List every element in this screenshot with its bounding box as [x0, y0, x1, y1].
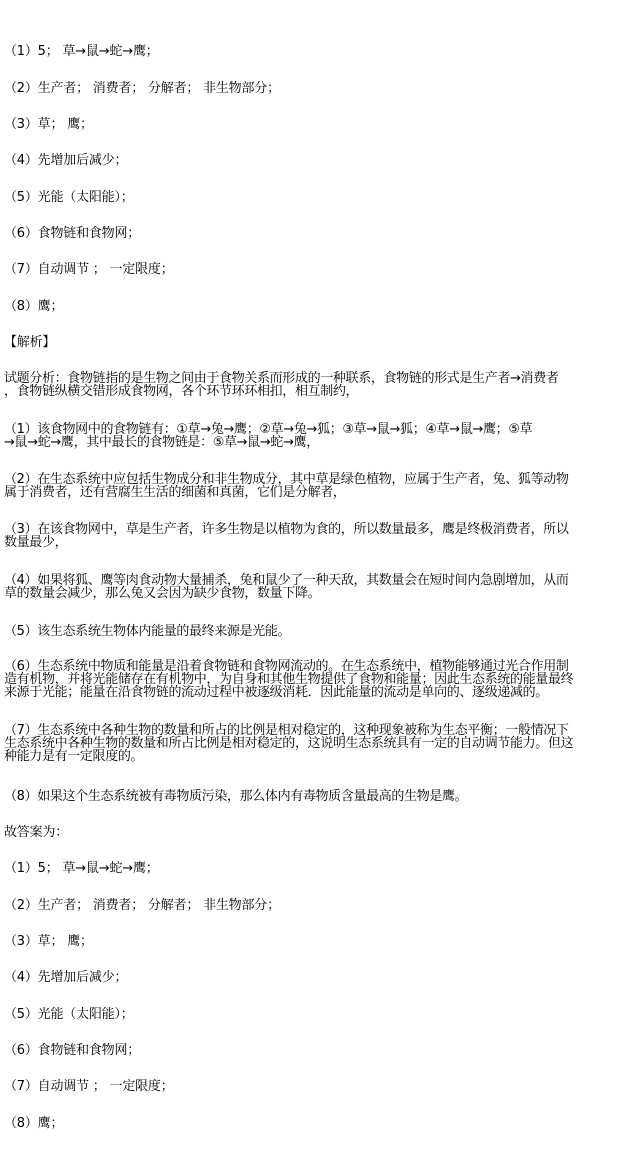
final-answer-1: （1）5； 草→鼠→蛇→鹰； — [4, 861, 159, 876]
answer-2: （2）生产者； 消费者； 分解者； 非生物部分； — [4, 81, 280, 96]
analysis-paragraph-2 — [4, 473, 628, 499]
final-answer-8: （8）鹰； — [4, 1116, 64, 1131]
conclusion-label: 故答案为： — [4, 825, 69, 840]
answer-7: （7）自动调节 ； 一定限度； — [4, 262, 174, 277]
answer-8: （8）鹰； — [4, 299, 64, 314]
analysis-paragraph-line: （7）生态系统中各种生物的数量和所占的比例是相对稳定的，这种现象被称为生态平衡；一般情况下 — [4, 723, 569, 738]
analysis-paragraph-line: 数量最少， — [4, 535, 68, 550]
final-answer-7: （7）自动调节 ； 一定限度； — [4, 1079, 174, 1094]
analysis-paragraph-7 — [4, 724, 628, 763]
analysis-paragraph-line: 生态系统中各种生物的数量和所占比例是相对稳定的，这说明生态系统具有一定的自动调节能力。但这 — [4, 736, 574, 751]
analysis-heading: 【解析】 — [4, 335, 56, 350]
analysis-paragraph-line: 来源于光能；能量在沿食物链的流动过程中被逐级消耗．因此能量的流动是单向的、逐级递减的。 — [4, 685, 548, 700]
analysis-paragraph-line: （3）在该食物网中，草是生产者，许多生物是以植物为食的，所以数量最多，鹰是终极消费者，所以 — [4, 522, 569, 537]
analysis-paragraph-line: 种能力是有一定限度的。 — [4, 749, 144, 764]
final-answer-3: （3）草； 鹰； — [4, 934, 93, 949]
analysis-paragraph-line: （8）如果这个生态系统被有毒物质污染，那么体内有毒物质含量最高的生物是鹰。 — [4, 789, 468, 804]
analysis-paragraph-line: 草的数量会减少，那么兔又会因为缺少食物，数量下降。 — [4, 586, 321, 601]
analysis-paragraph-line: （2）在生态系统中应包括生物成分和非生物成分，其中草是绿色植物，应属于生产者，兔、狐等动物 — [4, 472, 569, 487]
analysis-paragraph-6 — [4, 660, 628, 699]
analysis-paragraph-line: （1）该食物网中的食物链有：①草→兔→鹰；②草→兔→狐；③草→鼠→狐；④草→鼠→鹰；⑤草 — [4, 422, 533, 437]
analysis-paragraph-line: 造有机物，并将光能储存在有机物中，为自身和其他生物提供了食物和能量；因此生态系统的能量最终 — [4, 672, 574, 687]
answer-6: （6）食物链和食物网； — [4, 226, 141, 241]
answer-1: （1）5； 草→鼠→蛇→鹰； — [4, 44, 159, 59]
answer-4: （4）先增加后减少； — [4, 153, 128, 168]
final-answer-4: （4）先增加后减少； — [4, 970, 128, 985]
answer-5: （5）光能（太阳能）； — [4, 190, 134, 205]
analysis-paragraph-3 — [4, 523, 628, 549]
analysis-paragraph-line: （4）如果将狐、鹰等肉食动物大量捕杀，兔和鼠少了一种天敌，其数量会在短时间内急剧增加，从而 — [4, 573, 569, 588]
final-answer-2: （2）生产者； 消费者； 分解者； 非生物部分； — [4, 898, 280, 913]
analysis-intro-line: 试题分析：食物链指的是生物之间由于食物关系而形成的一种联系，食物链的形式是生产者→消费者 — [4, 371, 559, 386]
analysis-intro — [4, 372, 628, 398]
analysis-paragraph-line: 属于消费者，还有营腐生生活的细菌和真菌，它们是分解者， — [4, 485, 346, 500]
final-answer-5: （5）光能（太阳能）； — [4, 1007, 134, 1022]
analysis-paragraph-4 — [4, 574, 628, 600]
analysis-paragraph-line: （5）该生态系统生物体内能量的最终来源是光能。 — [4, 624, 291, 639]
analysis-paragraph-line: →鼠→蛇→鹰，其中最长的食物链是：⑤草→鼠→蛇→鹰， — [4, 435, 319, 450]
final-answer-6: （6）食物链和食物网； — [4, 1043, 141, 1058]
analysis-paragraph-1 — [4, 423, 628, 449]
analysis-intro-line: ，食物链纵横交错形成食物网，各个环节环环相扣，相互制约， — [4, 384, 359, 399]
analysis-paragraph-line: （6）生态系统中物质和能量是沿着食物链和食物网流动的。在生态系统中，植物能够通过光合作用制 — [4, 659, 569, 674]
analysis-paragraph-8 — [4, 790, 628, 803]
analysis-paragraph-5 — [4, 625, 628, 638]
answer-3: （3）草； 鹰； — [4, 117, 93, 132]
